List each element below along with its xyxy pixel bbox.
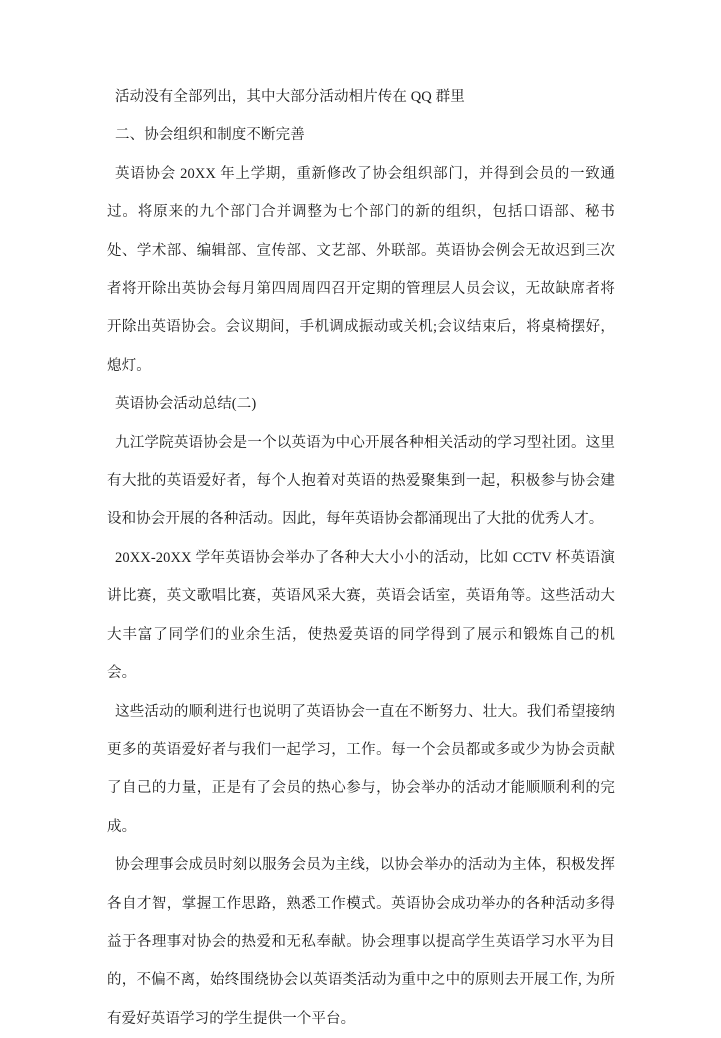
body-paragraph-activities: 20XX-20XX 学年英语协会举办了各种大大小小的活动，比如 CCTV 杯英语演讲比赛，英文歌唱比赛，英语风采大赛，英语会话室，英语角等。这些活动大大丰富了同学们的业余生活，使热爱英语的同学得到了展示和锻炼自己的机会。 bbox=[107, 549, 615, 682]
body-paragraph-qq-note: 活动没有全部列出，其中大部分活动相片传在 QQ 群里 bbox=[115, 89, 465, 105]
document-text-block bbox=[107, 78, 615, 1038]
body-paragraph-council: 协会理事会成员时刻以服务会员为主线，以协会举办的活动为主体，积极发挥各自才智，掌握工作思路，熟悉工作模式。英语协会成功举办的各种活动多得益于各理事对协会的热爱和无私奉献。协会理事以提高学生英语学习水平为目的，不偏不离，始终围绕协会以英语类活动为重中之中的原则去开展工作, 为所有爱好英语学习的学生提供一个平台。 bbox=[107, 857, 615, 1027]
body-paragraph-organization: 英语协会 20XX 年上学期，重新修改了协会组织部门，并得到会员的一致通过。将原来的九个部门合并调整为七个部门的新的组织，包括口语部、秘书处、学术部、编辑部、宣传部、文艺部、外联部。英语协会例会无故迟到三次者将开除出英协会每月第四周周四召开定期的管理层人员会议，无故缺席者将开除出英语协会。会议期间，手机调成振动或关机;会议结束后，将桌椅摆好，熄灯。 bbox=[107, 165, 615, 374]
body-paragraph-growth: 这些活动的顺利进行也说明了英语协会一直在不断努力、壮大。我们希望接纳更多的英语爱好者与我们一起学习，工作。每一个会员都或多或少为协会贡献了自己的力量，正是有了会员的热心参与，协会举办的活动才能顺顺利利的完成。 bbox=[107, 703, 615, 835]
body-paragraph-intro: 九江学院英语协会是一个以英语为中心开展各种相关活动的学习型社团。这里有大批的英语爱好者，每个人抱着对英语的热爱聚集到一起，积极参与协会建设和协会开展的各种活动。因此，每年英语协会都涌现出了大批的优秀人才。 bbox=[107, 434, 615, 528]
section-heading-summary-2: 英语协会活动总结(二) bbox=[115, 396, 257, 413]
section-heading-2: 二、协会组织和制度不断完善 bbox=[115, 127, 305, 144]
